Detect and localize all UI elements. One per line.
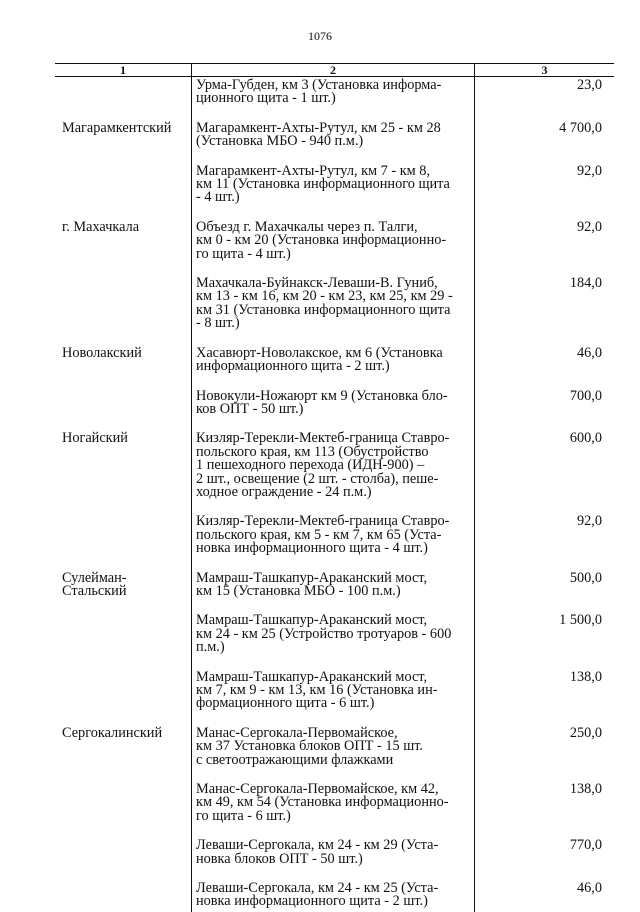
district-cell	[55, 77, 191, 120]
amount-cell: 184,0	[569, 275, 602, 292]
description-line: - 8 шт.)	[196, 315, 240, 332]
description-line: ционного щита - 1 шт.)	[196, 90, 336, 107]
amount-cell: 138,0	[569, 668, 602, 685]
column-header-3: 3	[541, 63, 548, 77]
amount-cell: 4 700,0	[559, 119, 602, 136]
description-line: Урма-Губден, км 3 (Установка информа-	[196, 77, 442, 93]
amount-cell: 46,0	[576, 880, 602, 897]
description-line: Леваши-Сергокала, км 24 - км 29 (Уста-	[196, 837, 439, 854]
district-name: Стальский	[62, 582, 127, 599]
table-row	[55, 513, 614, 569]
description-line: км 13 - км 16, км 20 - км 23, км 25, км 29 -	[196, 288, 453, 305]
description-line: го щита - 4 шт.)	[196, 245, 291, 262]
district-cell	[55, 781, 191, 837]
description-cell	[191, 781, 475, 837]
amount-cell: 600,0	[569, 430, 602, 447]
description-cell	[191, 120, 475, 163]
table-row	[55, 880, 614, 912]
description-cell	[191, 880, 475, 912]
description-line: км 11 (Установка информационного щита	[196, 176, 450, 193]
description-cell	[191, 837, 475, 880]
district-cell	[55, 388, 191, 431]
district-cell	[55, 612, 191, 668]
table-header-row	[55, 63, 614, 77]
district-cell	[55, 219, 191, 275]
page-number: 1076	[308, 29, 332, 43]
description-line: Мамраш-Ташкапур-Араканский мост,	[196, 668, 428, 685]
description-cell	[191, 725, 475, 781]
amount-cell: 46,0	[576, 344, 602, 361]
description-cell	[191, 275, 475, 345]
description-line: Хасавюрт-Новолакское, км 6 (Установка	[196, 344, 443, 361]
description-line: км 15 (Установка МБО - 100 п.м.)	[196, 582, 401, 599]
amount-cell: 23,0	[576, 77, 602, 93]
description-line: новка информационного щита - 4 шт.)	[196, 540, 428, 557]
description-line: Мамраш-Ташкапур-Араканский мост,	[196, 612, 428, 629]
description-line: п.м.)	[196, 639, 225, 656]
table-row	[55, 612, 614, 668]
description-line: информационного щита - 2 шт.)	[196, 358, 390, 375]
description-line: ков ОПТ - 50 шт.)	[196, 400, 304, 417]
table-row	[55, 345, 614, 388]
table-row	[55, 219, 614, 275]
district-cell	[55, 837, 191, 880]
description-line: польского края, км 113 (Обустройство	[196, 443, 429, 460]
description-line: Кизляр-Терекли-Мектеб-граница Ставро-	[196, 513, 450, 530]
description-line: Новокули-Ножаюрт км 9 (Установка бло-	[196, 387, 448, 404]
district-cell	[55, 725, 191, 781]
district-cell	[55, 120, 191, 163]
description-line: с светоотражающими флажками	[196, 751, 394, 768]
description-line: км 31 (Установка информационного щита	[196, 301, 451, 318]
amount-cell: 138,0	[569, 781, 602, 798]
description-line: ходное ограждение - 24 п.м.)	[196, 483, 372, 500]
district-cell	[55, 880, 191, 912]
description-line: Мамраш-Ташкапур-Араканский мост,	[196, 569, 428, 586]
description-line: новка блоков ОПТ - 50 шт.)	[196, 850, 363, 867]
amount-cell: 770,0	[569, 837, 602, 854]
district-name: Сулейман-	[62, 569, 127, 586]
table-row	[55, 163, 614, 219]
description-line: 2 шт., освещение (2 шт. - столба), пеше-	[196, 470, 439, 487]
table-row	[55, 570, 614, 613]
table-row	[55, 837, 614, 880]
district-cell	[55, 513, 191, 569]
description-cell	[191, 345, 475, 388]
description-cell	[191, 163, 475, 219]
table-row	[55, 388, 614, 431]
table-row	[55, 430, 614, 513]
description-line: км 7, км 9 - км 13, км 16 (Установка ин-	[196, 682, 438, 698]
description-line: Магарамкент-Ахты-Рутул, км 7 - км 8,	[196, 162, 431, 179]
description-cell	[191, 77, 475, 120]
description-line: новка информационного щита - 2 шт.)	[196, 893, 428, 910]
district-cell	[55, 163, 191, 219]
amount-cell: 92,0	[576, 218, 602, 235]
description-cell	[191, 219, 475, 275]
description-line: 1 пешеходного перехода (ИДН-900) –	[196, 457, 425, 474]
description-line: польского края, км 5 - км 7, км 65 (Уста-	[196, 526, 442, 543]
district-cell	[55, 669, 191, 725]
table-row	[55, 120, 614, 163]
amount-cell: 500,0	[569, 569, 602, 586]
table-row	[55, 725, 614, 781]
district-name: г. Махачкала	[62, 218, 140, 235]
description-line: км 24 - км 25 (Устройство тротуаров - 600	[196, 625, 452, 642]
table-row	[55, 77, 614, 120]
amount-cell: 250,0	[569, 724, 602, 741]
district-name: Магарамкентский	[62, 119, 172, 136]
description-line: км 49, км 54 (Установка информационно-	[196, 794, 449, 811]
amount-cell: 92,0	[576, 513, 602, 530]
description-line: го щита - 6 шт.)	[196, 807, 291, 824]
description-line: формационного щита - 6 шт.)	[196, 695, 375, 712]
district-name: Ногайский	[62, 430, 128, 447]
district-name: Новолакский	[62, 344, 142, 361]
description-line: км 37 Установка блоков ОПТ - 15 шт.	[196, 738, 423, 755]
description-line: Кизляр-Терекли-Мектеб-граница Ставро-	[196, 430, 450, 447]
district-cell	[55, 430, 191, 513]
description-cell	[191, 388, 475, 431]
district-cell	[55, 345, 191, 388]
description-line: Манас-Сергокала-Первомайское,	[196, 724, 398, 741]
description-line: Махачкала-Буйнакск-Леваши-В. Гуниб,	[196, 275, 438, 292]
description-cell	[191, 430, 475, 513]
table-row	[55, 275, 614, 345]
description-line: Леваши-Сергокала, км 24 - км 25 (Уста-	[196, 880, 439, 897]
description-cell	[191, 513, 475, 569]
table-row	[55, 669, 614, 725]
description-cell	[191, 669, 475, 725]
data-table	[55, 63, 614, 912]
description-cell	[191, 570, 475, 613]
table-body	[55, 77, 614, 912]
description-line: Объезд г. Махачкалы через п. Талги,	[196, 218, 418, 235]
description-line: Манас-Сергокала-Первомайское, км 42,	[196, 781, 439, 798]
table-row	[55, 781, 614, 837]
amount-cell: 700,0	[569, 387, 602, 404]
column-header-2: 2	[191, 64, 475, 76]
description-line: - 4 шт.)	[196, 189, 240, 206]
district-name: Сергокалинский	[62, 724, 163, 741]
column-header-1: 1	[120, 63, 126, 77]
amount-cell: 92,0	[576, 162, 602, 179]
description-line: км 0 - км 20 (Установка информационно-	[196, 232, 447, 249]
district-cell	[55, 275, 191, 345]
description-cell	[191, 612, 475, 668]
description-line: Магарамкент-Ахты-Рутул, км 25 - км 28	[196, 119, 441, 136]
amount-cell: 1 500,0	[559, 612, 602, 629]
district-cell	[55, 570, 191, 613]
description-line: (Установка МБО - 940 п.м.)	[196, 133, 364, 150]
